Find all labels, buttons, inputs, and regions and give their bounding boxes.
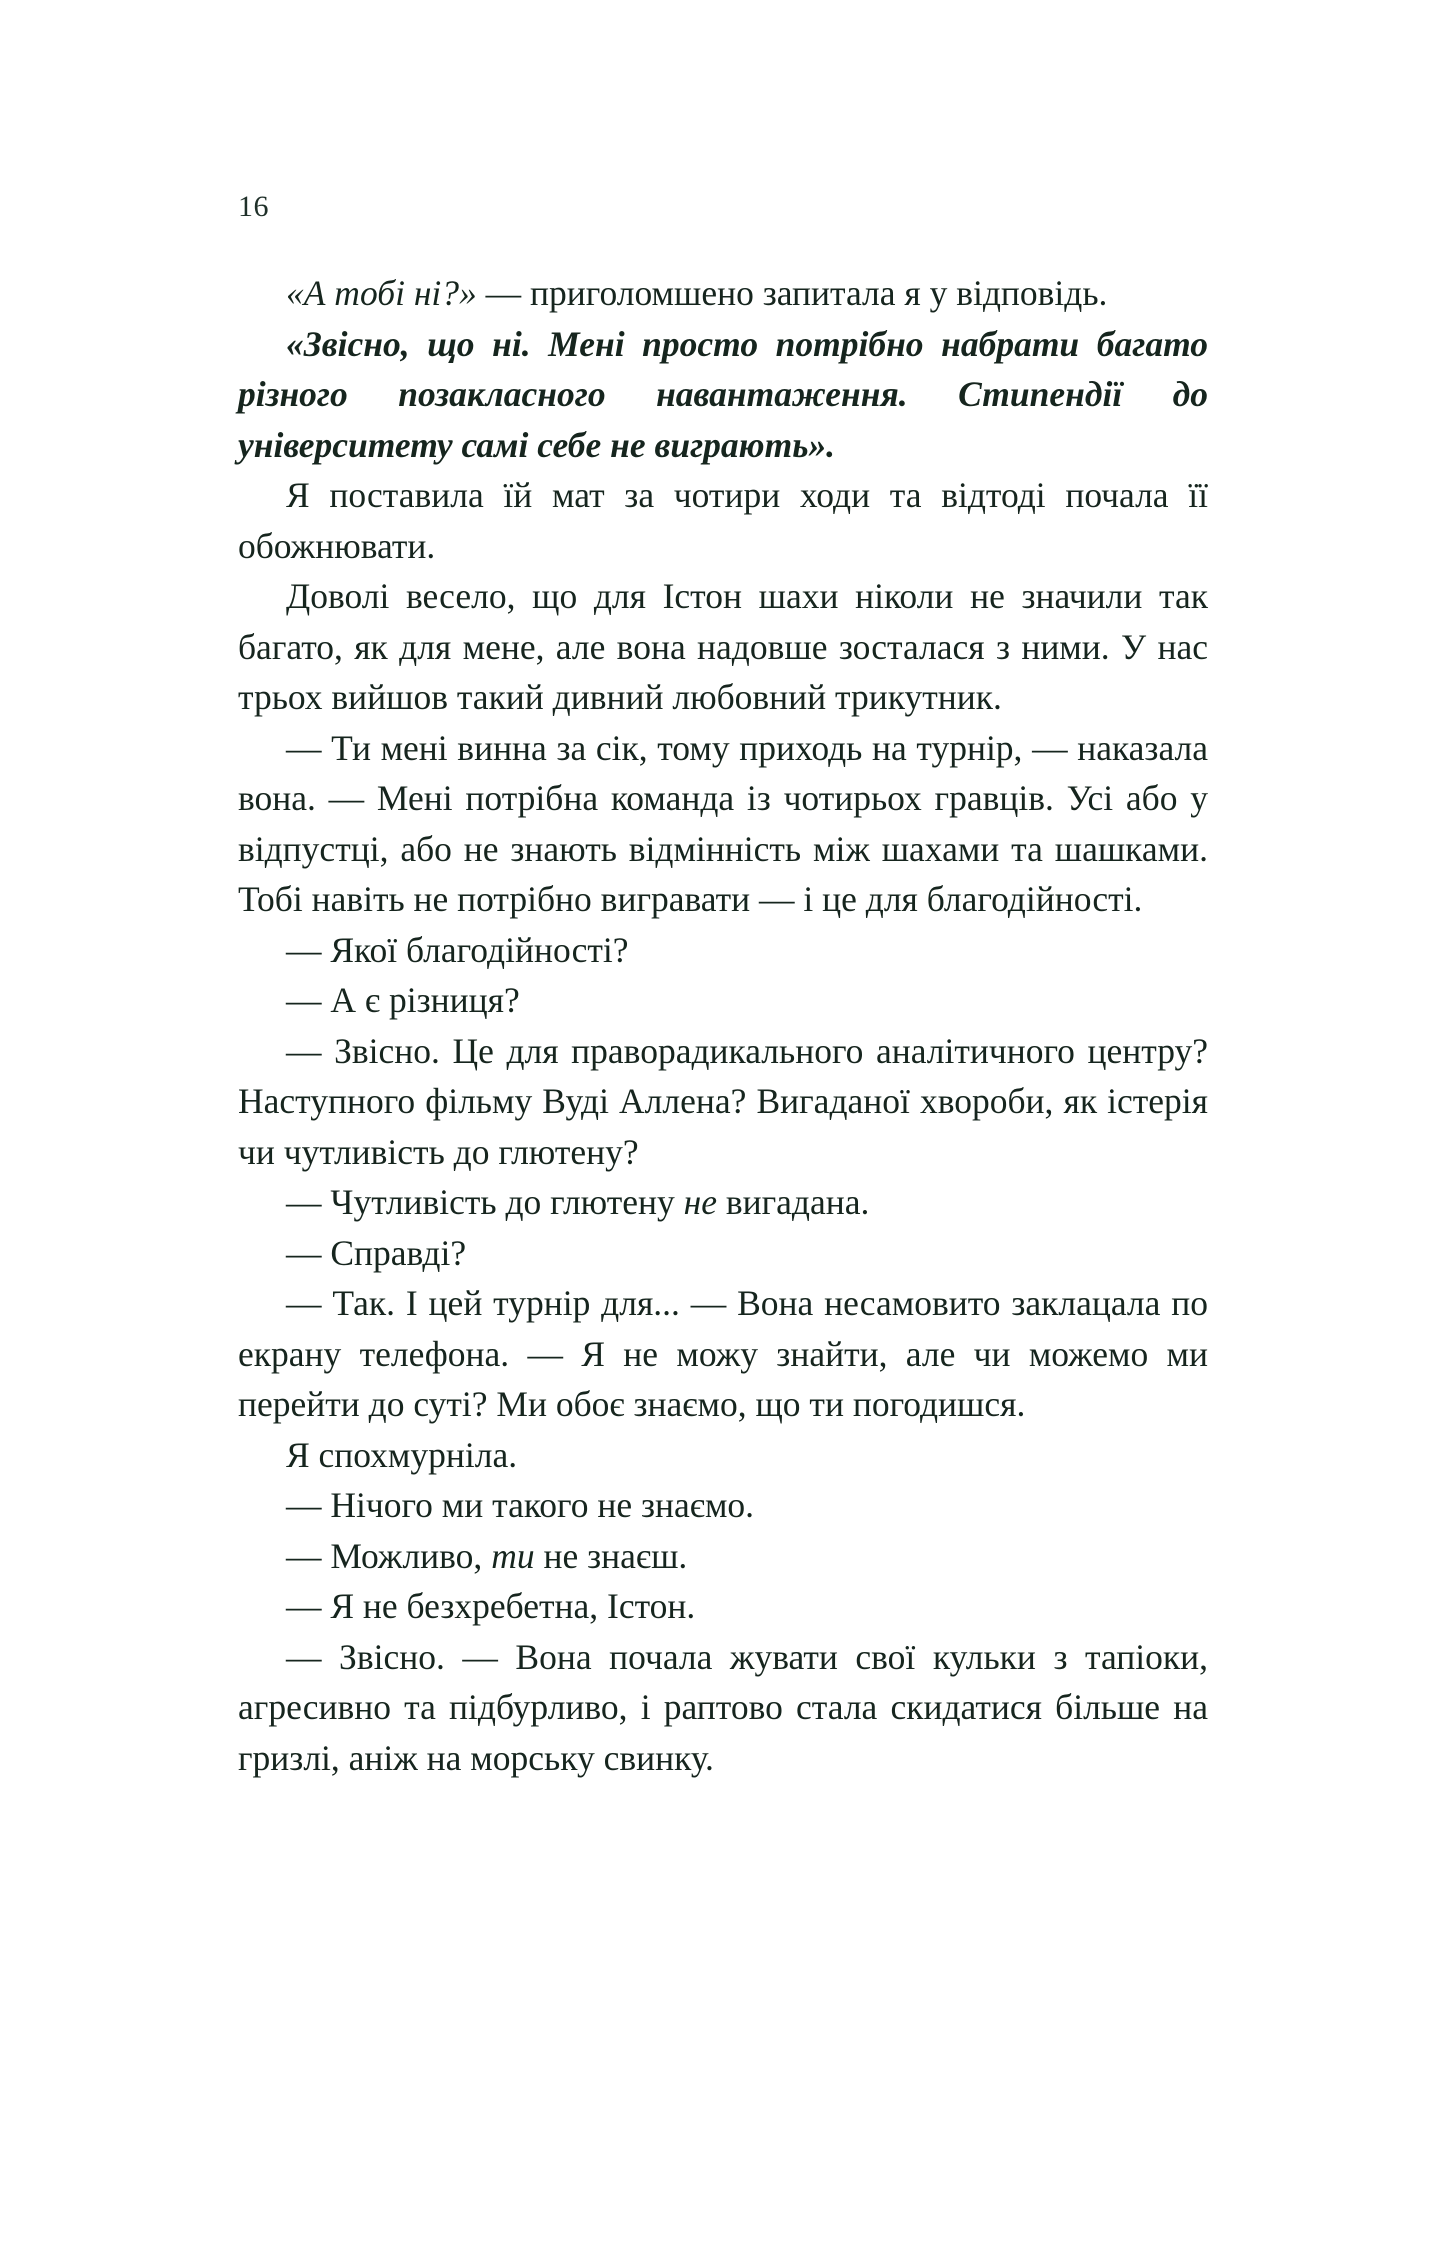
page-number: 16 bbox=[238, 190, 269, 223]
paragraph-12: Я спохмурніла. bbox=[286, 1434, 518, 1475]
paragraph-14-before: — Можливо, bbox=[286, 1535, 492, 1576]
paragraph-3: Я поставила їй мат за чотири ходи та відтоді почала її обожнювати. bbox=[238, 475, 1208, 566]
paragraph-5: — Ти мені винна за сік, тому приходь на турнір, — наказала вона. — Мені потрібна команда із чотирьох гравців. Усі або у відпустці, або не знають відмінність між шахами та шашками. Тобі навіть не потрібно вигравати — і це для благодійності. bbox=[238, 727, 1208, 919]
dialogue-italic-quote: «А тобі ні?» bbox=[286, 273, 477, 313]
paragraph-14 bbox=[238, 1531, 1208, 1582]
paragraph-6: — Якої благодійності? bbox=[286, 929, 629, 970]
paragraph-7: — А є різниця? bbox=[286, 980, 520, 1020]
paragraph-10: — Справді? bbox=[286, 1232, 467, 1273]
paragraph-11: — Так. І цей турнір для... — Вона несамовито заклацала по екрану телефона. — Я не можу знайти, але чи можемо ми перейти до суті? Ми обоє знаємо, що ти погодишся. bbox=[238, 1283, 1208, 1424]
paragraph-13: — Нічого ми такого не знаємо. bbox=[286, 1485, 755, 1525]
paragraph-14-after: не знаєш. bbox=[534, 1535, 688, 1576]
paragraph-1-rest: — приголомшено запитала я у відповідь. bbox=[476, 273, 1108, 313]
paragraph-14-italic: ти bbox=[491, 1535, 535, 1576]
paragraph-1 bbox=[238, 268, 1208, 319]
paragraph-4: Доволі весело, що для Істон шахи ніколи не значили так багато, як для мене, але вона надовше зосталася з ними. У нас трьох вийшов такий дивний любовний трикутник. bbox=[238, 576, 1208, 717]
paragraph-16: — Звісно. — Вона почала жувати свої кульки з тапіоки, агресивно та підбурливо, і раптово стала скидатися більше на гризлі, аніж на морську свинку. bbox=[238, 1636, 1208, 1778]
paragraph-15: — Я не безхребетна, Істон. bbox=[286, 1586, 696, 1626]
paragraph-9 bbox=[238, 1177, 1208, 1228]
page-text-body bbox=[238, 268, 1208, 1783]
paragraph-9-italic: не bbox=[683, 1182, 717, 1222]
paragraph-8: — Звісно. Це для праворадикального аналітичного центру? Наступного фільму Вуді Аллена? Вигаданої хвороби, як істерія чи чутливість до глютену? bbox=[238, 1030, 1208, 1172]
paragraph-9-before: — Чутливість до глютену bbox=[286, 1182, 684, 1222]
paragraph-2: «Звісно, що ні. Мені просто потрібно набрати багато різного позакласного навантаження. Стипендії до університету самі себе не виграють». bbox=[238, 323, 1208, 465]
paragraph-9-after: вигадана. bbox=[716, 1182, 870, 1222]
